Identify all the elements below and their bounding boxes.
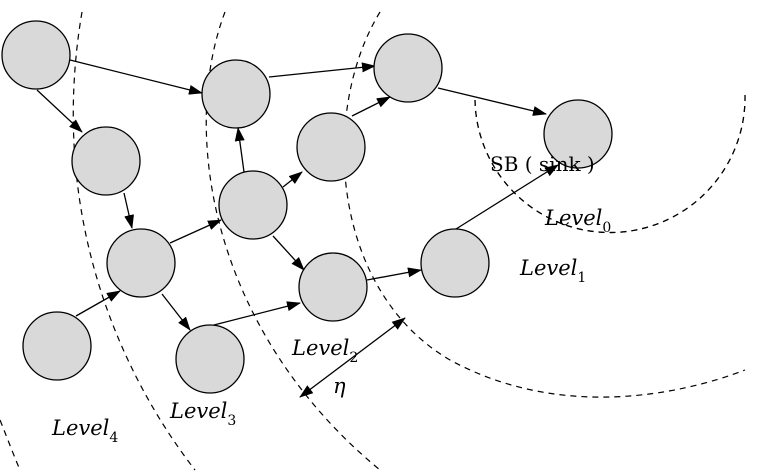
level3-label: Level$_3$ [170, 399, 237, 429]
node-n11 [421, 229, 489, 297]
edge-n3-n7 [162, 294, 190, 330]
node-n2 [72, 127, 140, 195]
edge-n6-n8 [283, 172, 302, 187]
node-n10 [374, 34, 442, 102]
edge-n5-n3 [76, 291, 120, 316]
edge-n3-n6 [170, 220, 221, 243]
eta-label: η [333, 374, 346, 398]
node-n7 [176, 325, 244, 393]
edge-n2-n3 [124, 193, 132, 228]
edge-n7-n9 [210, 303, 300, 326]
node-n6 [219, 171, 287, 239]
edge-n1-n2 [37, 90, 82, 132]
edge-n10-sink [438, 88, 546, 114]
level4-boundary [0, 420, 20, 470]
level0-label: Level$_0$ [545, 206, 612, 236]
edge-n1-n4 [70, 60, 202, 93]
edge-n6-n9 [273, 236, 304, 270]
node-n8 [297, 113, 365, 181]
edge-n9-n11 [367, 270, 421, 280]
node-n9 [299, 253, 367, 321]
node-n3 [107, 229, 175, 297]
level1-label: Level$_1$ [520, 256, 587, 286]
edge-n4-n10 [269, 66, 375, 77]
sink-label: SB ( sink ) [490, 152, 595, 176]
level4-label: Level$_4$ [52, 416, 119, 446]
edge-n6-n4 [238, 128, 244, 172]
edge-n8-n10 [352, 97, 390, 116]
level-boundaries [0, 12, 745, 470]
edges [37, 60, 558, 330]
node-n5 [23, 312, 91, 380]
node-n1 [2, 21, 70, 89]
node-n4 [202, 60, 270, 128]
level2-label: Level$_2$ [292, 336, 359, 366]
